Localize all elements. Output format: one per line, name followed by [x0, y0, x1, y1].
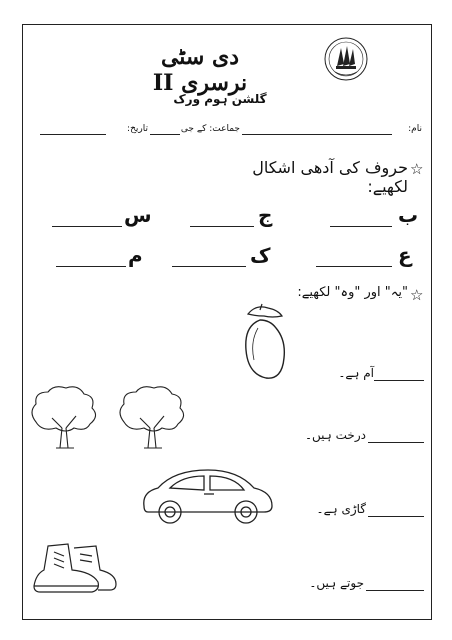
shoes-picture	[28, 540, 120, 600]
class-field-line[interactable]	[150, 134, 180, 135]
class-label: جماعت: کے جی	[180, 124, 240, 134]
answer-line[interactable]	[366, 590, 424, 591]
letter-4: ع	[398, 243, 412, 267]
writing-line[interactable]	[316, 266, 392, 267]
answer-line[interactable]	[374, 380, 424, 381]
school-logo	[323, 36, 369, 82]
star-icon: ☆	[410, 160, 424, 178]
writing-line[interactable]	[330, 226, 392, 227]
sentence-2: درخت ہیں۔	[305, 428, 366, 442]
letter-3: س	[124, 203, 152, 227]
trees-picture	[26, 382, 196, 454]
answer-line[interactable]	[368, 516, 424, 517]
writing-line[interactable]	[56, 266, 126, 267]
sentence-4: جوتے ہیں۔	[309, 576, 364, 590]
page-title: دی سٹی نرسری II	[152, 44, 248, 96]
sentence-1: آم ہے۔	[338, 366, 374, 380]
date-field-line[interactable]	[40, 134, 106, 135]
section1-heading: حروف کی آدھی اشکال لکھیے:	[252, 158, 408, 196]
writing-line[interactable]	[190, 226, 254, 227]
page-subtitle: گلشن ہوم ورک	[173, 92, 267, 106]
writing-line[interactable]	[172, 266, 246, 267]
letter-6: م	[128, 243, 143, 267]
section2-heading: "یہ" اور "وہ" لکھیے:	[297, 285, 408, 300]
car-picture	[138, 462, 278, 526]
worksheet-border	[22, 24, 432, 620]
letter-2: ج	[258, 203, 273, 227]
answer-line[interactable]	[368, 442, 424, 443]
date-label: تاریخ:	[127, 124, 148, 134]
name-label: نام:	[408, 124, 422, 134]
name-field-line[interactable]	[242, 134, 392, 135]
sentence-3: گاڑی ہے۔	[316, 502, 366, 516]
writing-line[interactable]	[52, 226, 122, 227]
mango-picture	[238, 302, 290, 382]
star-icon: ☆	[410, 286, 424, 304]
letter-5: ک	[250, 243, 271, 267]
letter-1: ب	[398, 203, 419, 227]
